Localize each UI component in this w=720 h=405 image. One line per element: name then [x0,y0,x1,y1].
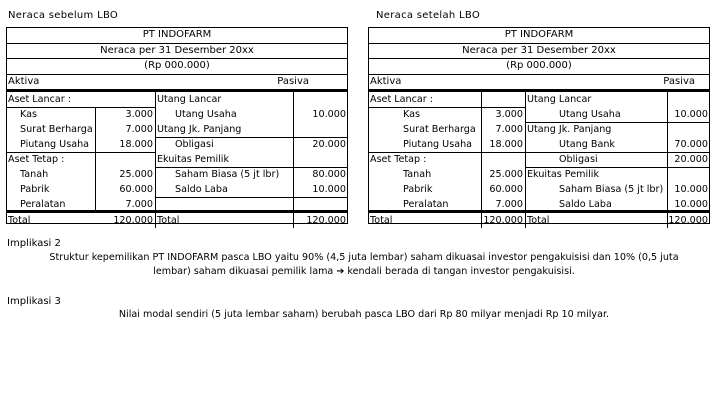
utang-bank-label: Utang Bank [559,139,615,150]
obligasi-label: Obligasi [559,154,598,165]
utang-lancar-heading: Utang Lancar [157,94,222,105]
piutang-usaha-label: Piutang Usaha [403,139,473,150]
aset-tetap-heading: Aset Tetap : [8,154,65,165]
implikasi-2-text [14,251,714,279]
utang-jangka-panjang-heading: Utang Jk. Panjang [527,124,612,135]
company-name: PT INDOFARM [7,28,347,44]
peralatan-value: 7.000 [495,199,523,210]
aktiva-label: Aktiva [8,75,40,87]
kas-label: Kas [403,109,420,120]
implikasi-3-line-1: Nilai modal sendiri (5 juta lembar saham) berubah pasca LBO dari Rp 80 milyar menjadi Rp 10 milyar. [118,309,610,320]
saldo-laba-label: Saldo Laba [559,199,612,210]
unit-label: (Rp 000.000) [369,59,709,75]
saham-biasa-label: Saham Biasa (5 jt lbr) [175,169,280,180]
kas-value: 3.000 [125,109,153,120]
total-aktiva-value: 120.000 [483,215,523,226]
balance-sheet-after [368,27,710,224]
aset-lancar-heading: Aset Lancar : [370,94,433,105]
sheet-title: Neraca per 31 Desember 20xx [369,44,709,60]
surat-berharga-label: Surat Berharga [403,124,476,135]
implikasi-2-line-2: lembar) saham dikuasai pemilik lama ➔ kendali berada di tangan investor pengakuisisi. [153,266,575,277]
utang-jangka-panjang-heading: Utang Jk. Panjang [157,124,242,135]
total-pasiva-value: 120.000 [306,215,346,226]
obligasi-value: 20.000 [312,139,346,150]
surat-berharga-value: 7.000 [125,124,153,135]
ekuitas-heading: Ekuitas Pemilik [527,169,599,180]
total-aktiva-label: Total [370,215,393,226]
aset-tetap-heading: Aset Tetap : [370,154,427,165]
pasiva-label: Pasiva [277,75,309,87]
pabrik-value: 60.000 [489,184,523,195]
saldo-laba-value: 10.000 [312,184,346,195]
aktiva-label: Aktiva [370,75,402,87]
caption-after: Neraca setelah LBO [376,10,481,21]
kas-label: Kas [20,109,37,120]
implikasi-3-text [14,308,714,322]
surat-berharga-label: Surat Berharga [20,124,93,135]
piutang-usaha-value: 18.000 [489,139,523,150]
utang-usaha-label: Utang Usaha [175,109,237,120]
total-pasiva-label: Total [527,215,550,226]
company-name: PT INDOFARM [369,28,709,44]
implikasi-3-title: Implikasi 3 [7,296,61,307]
aset-lancar-heading: Aset Lancar : [8,94,71,105]
obligasi-label: Obligasi [175,139,214,150]
pabrik-value: 60.000 [119,184,153,195]
total-aktiva-value: 120.000 [113,215,153,226]
pasiva-label: Pasiva [663,75,695,87]
peralatan-value: 7.000 [125,199,153,210]
saldo-laba-value: 10.000 [674,199,708,210]
balance-sheet-before [6,27,348,224]
peralatan-label: Peralatan [403,199,449,210]
unit-label: (Rp 000.000) [7,59,347,75]
utang-bank-value: 70.000 [674,139,708,150]
tanah-label: Tanah [403,169,432,180]
utang-usaha-value: 10.000 [312,109,346,120]
surat-berharga-value: 7.000 [495,124,523,135]
total-aktiva-label: Total [8,215,31,226]
total-pasiva-label: Total [157,215,180,226]
caption-before: Neraca sebelum LBO [8,10,119,21]
saldo-laba-label: Saldo Laba [175,184,228,195]
peralatan-label: Peralatan [20,199,66,210]
piutang-usaha-value: 18.000 [119,139,153,150]
pabrik-label: Pabrik [20,184,50,195]
saham-biasa-value: 80.000 [312,169,346,180]
piutang-usaha-label: Piutang Usaha [20,139,90,150]
tanah-value: 25.000 [119,169,153,180]
utang-usaha-label: Utang Usaha [559,109,621,120]
tanah-label: Tanah [20,169,49,180]
kas-value: 3.000 [495,109,523,120]
sheet-title: Neraca per 31 Desember 20xx [7,44,347,60]
implikasi-2-line-1: Struktur kepemilikan PT INDOFARM pasca LBO yaitu 90% (4,5 juta lembar) saham dikuasai investor pengakuisisi dan 10% (0,5 juta [49,252,679,263]
implikasi-2-title: Implikasi 2 [7,238,61,249]
ekuitas-heading: Ekuitas Pemilik [157,154,229,165]
obligasi-value: 20.000 [674,154,708,165]
tanah-value: 25.000 [489,169,523,180]
pabrik-label: Pabrik [403,184,433,195]
utang-lancar-heading: Utang Lancar [527,94,592,105]
saham-biasa-label: Saham Biasa (5 jt lbr) [559,184,664,195]
utang-usaha-value: 10.000 [674,109,708,120]
total-pasiva-value: 120.000 [668,215,708,226]
saham-biasa-value: 10.000 [674,184,708,195]
